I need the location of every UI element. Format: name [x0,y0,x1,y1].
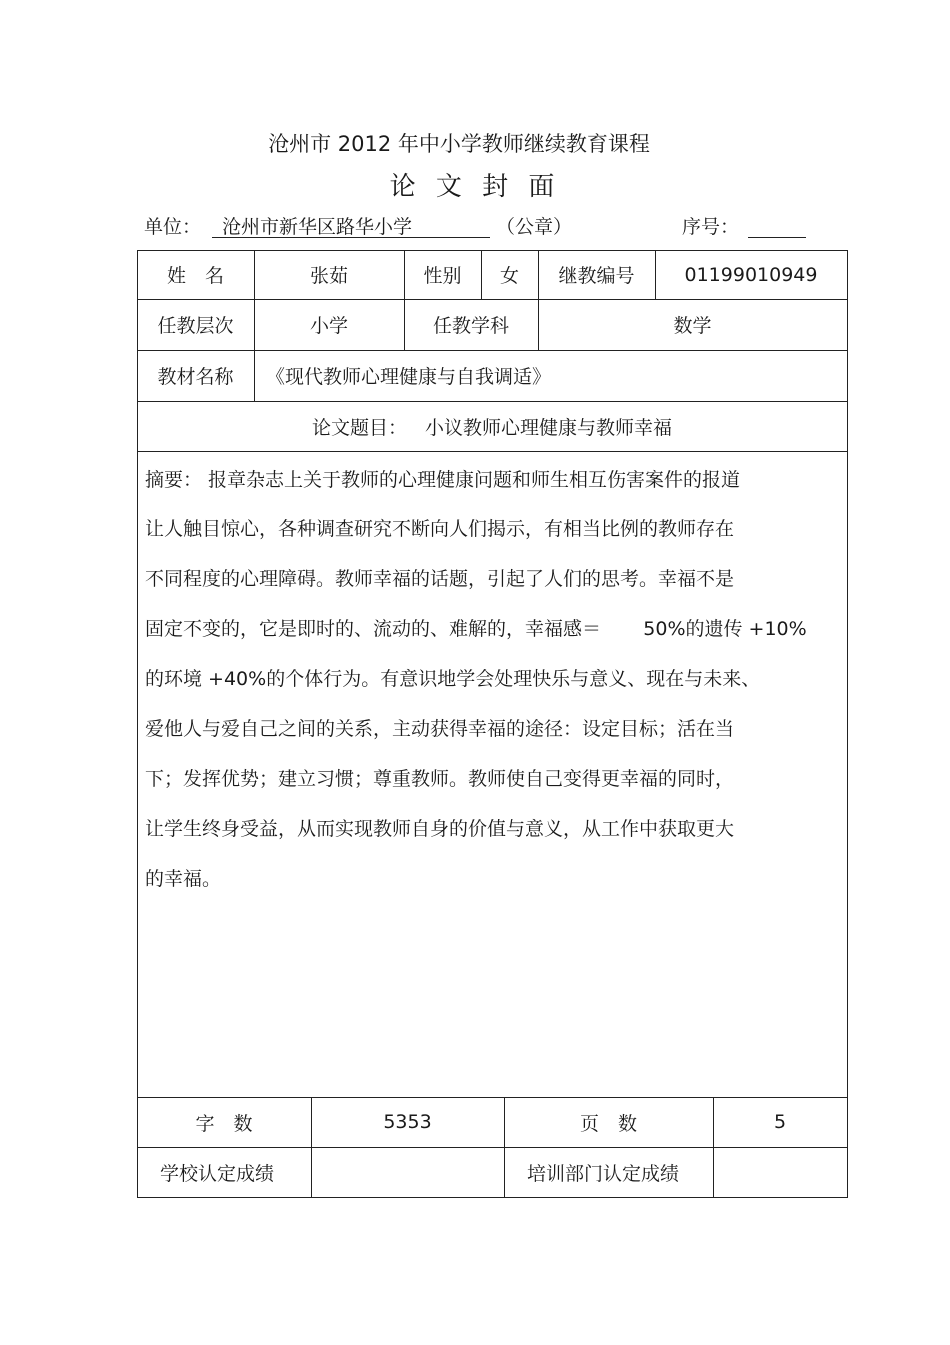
unit-underline [212,237,490,238]
table-border-right [847,250,848,1197]
id-value: 01199010949 [684,263,818,286]
name-label: 姓 名 [166,265,224,287]
unit-label: 单位： [144,216,202,238]
abstract-line: 的环境 +40%的个体行为。有意识地学会处理快乐与意义、现在与未来、 [145,668,761,690]
level-value: 小学 [309,315,348,337]
abstract-line: 让人触目惊心，各种调查研究不断向人们揭示，有相当比例的教师存在 [145,518,735,540]
serial-underline [748,237,806,238]
abstract-line: 让学生终身受益，从而实现教师自身的价值与意义，从工作中获取更大 [145,818,735,840]
textbook-label: 教材名称 [157,366,234,388]
subject-value: 数学 [673,315,712,337]
dept-grade-value [713,1147,847,1197]
textbook-value: 《现代教师心理健康与自我调适》 [266,366,552,388]
school-grade-label: 学校认定成绩 [159,1162,274,1185]
id-label: 继教编号 [558,265,635,287]
serial-label: 序号： [682,216,740,238]
name-value: 张茹 [309,265,348,287]
table-row-divider [137,451,848,452]
abstract-line: 爱他人与爱自己之间的关系，主动获得幸福的途径：设定目标；活在当 [145,718,735,740]
subject-label: 任教学科 [432,315,509,337]
document-title: 论 文 封 面 [389,172,561,202]
page-count-value: 5 [773,1111,787,1133]
school-grade-value [311,1147,504,1197]
table-border-bottom [137,1197,848,1198]
abstract-line: 不同程度的心理障碍。教师幸福的话题，引起了人们的思考。幸福不是 [145,568,735,590]
seal-note: （公章） [496,216,573,238]
gender-label: 性别 [423,265,462,287]
gender-value: 女 [499,265,519,287]
word-count-label: 字 数 [195,1112,253,1135]
abstract-line: 的幸福。 [145,868,222,890]
thesis-title: 论文题目： 小议教师心理健康与教师幸福 [311,416,673,439]
abstract-line: 下；发挥优势；建立习惯；尊重教师。教师使自己变得更幸福的同时， [145,768,735,790]
unit-value: 沧州市新华区路华小学 [222,216,413,238]
abstract-line: 固定不变的，它是即时的、流动的、难解的，幸福感＝ 50%的遗传 +10% [145,618,807,640]
page-count-label: 页 数 [579,1112,637,1135]
dept-grade-label: 培训部门认定成绩 [526,1162,679,1185]
word-count-value: 5353 [383,1111,432,1133]
level-label: 任教层次 [157,315,234,337]
document-title-line1: 沧州市 2012 年中小学教师继续教育课程 [268,132,650,156]
abstract-line: 摘要： 报章杂志上关于教师的心理健康问题和师生相互伤害案件的报道 [145,469,741,491]
